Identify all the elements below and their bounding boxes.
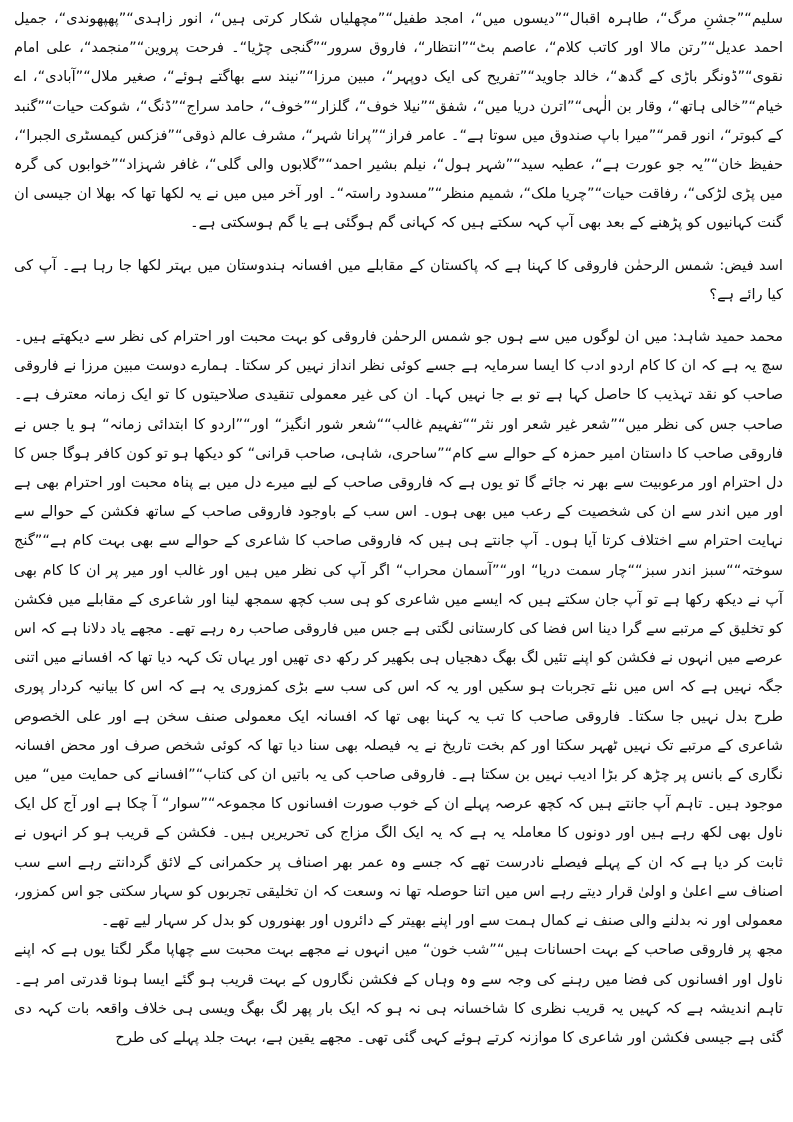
paragraph-text: شمس الرحمٰن فاروقی کا کہنا ہے کہ پاکستان کے مقابلے میں افسانہ ہندوستان میں بہتر لکھا جا رہا ہے۔ آپ کی کیا رائے ہے؟ xyxy=(14,256,783,303)
speaker-label: اسد فیض: xyxy=(719,256,783,274)
paragraph-story-list xyxy=(14,4,783,238)
paragraph-text: مجھ پر فاروقی صاحب کے بہت احسانات ہیں“”شب خون“ میں انہوں نے مجھے بہت محبت سے چھاپا مگر لگتا یوں ہے کہ اپنے ناول اور افسانوں کی فضا میں رہنے کی وجہ سے وہ وہاں کے فکشن نگاروں کے بہت قریب ہو گئے ایسا ہونا قدرتی امر ہے۔ تاہم اندیشہ ہے کہ کہیں یہ قریب نظری کا شاخسانہ ہی نہ ہو کہ ایک بار پھر لگ بھگ ویسی ہی خلاف واقعہ بات کہہ دی گئی ہے جیسی فکشن اور شاعری کا موازنہ کرتے ہوئے کہی گئی تھی۔ مجھے یقین ہے، بہت جلد پہلے کی طرح xyxy=(14,941,783,1046)
speaker-label: محمد حمید شاہد: xyxy=(672,328,783,346)
paragraph-question xyxy=(14,251,783,309)
paragraph-answer xyxy=(14,322,783,935)
paragraph-answer-continued xyxy=(14,935,783,1052)
paragraph-text: میں ان لوگوں میں سے ہوں جو شمس الرحمٰن فاروقی کو بہت محبت اور احترام کی نظر سے دیکھتے ہیں۔ سچ یہ ہے کہ ان کا کام اردو ادب کا ایسا سرمایہ ہے جسے کوئی نظر انداز نہیں کر سکتا۔ ہمارے دوست مبین مرزا نے فاروقی صاحب کو نقد تہذیب کا حاصل کہا ہے تو بے جا نہیں کہا۔ ان کی غیر معمولی تنقیدی صلاحیتوں کا تو ایک زمانہ معترف ہے۔ صاحب جس کی نظر میں“”شعر غیر شعر اور نثر““تفہیم غالب““شعر شور انگیز“ اور“”اردو کا ابتدائی زمانہ“ ہو یا جس نے فاروقی صاحب کا داستان امیر حمزہ کے حوالے سے کام“”ساحری، شاہی، صاحب قرانی“ کو دیکھا ہو تو کون کافر ہوگا جس کا دل احترام اور مرعوبیت سے بھر نہ جائے گا تو یوں ہے کہ فاروقی صاحب کے لیے میرے دل میں بے پناہ محبت اور احترام بھی ہے اور میں اندر سے ان کی شخصیت کے رعب میں بھی ہوں۔ اس سب کے باوجود فاروقی صاحب کے ساتھ فکشن کے حوالے سے نہایت احترام سے اختلاف کرتا آیا ہوں۔ آپ جانتے ہی ہیں کہ فاروقی صاحب کا شاعری کے حوالے سے بھی بہت کام ہے“”گنج سوختہ““سبز اندر سبز““چار سمت دریا“ اور“”آسمان محراب“ اگر آپ کی نظر میں ہیں اور غالب اور میر پر ان کا کام بھی آپ نے دیکھ رکھا ہے تو آپ جان سکتے ہیں کہ ایسے میں شاعری کو ہی سب کچھ سمجھ لینا اور شاعری کے مقابلے میں فکشن کو تخلیق کے مرتبے سے گرا دینا اس فضا کی کارستانی لگتی ہے جس میں فاروقی صاحب رہ رہے تھے۔ مجھے یاد دلانا ہے کہ اس عرصے میں انہوں نے فکشن کو اپنے تئیں لگ بھگ دھجیاں ہی بکھیر کر رکھ دی تھیں اور یہاں تک کہہ دیا تھا کہ افسانے میں اتنی جگہ نہیں ہے کہ اس میں نئے تجربات ہو سکیں اور یہ کہ اس کی سب سے بڑی کمزوری یہ ہے کہ اس کا بیانیہ کردار پوری طرح بدل نہیں جا سکتا۔ فاروقی صاحب کا تب یہ کہنا بھی تھا کہ افسانہ ایک معمولی صنف سخن ہے اور علی الخصوص شاعری کے مرتبے تک نہیں ٹھہر سکتا اور کم بخت تاریخ نے یہ فیصلہ بھی سنا دیا تھا کہ کوئی شخص صرف اور محض افسانہ نگاری کے بانس پر چڑھ کر بڑا ادیب نہیں بن سکتا ہے۔ فاروقی صاحب کی یہ باتیں ان کی کتاب“”افسانے کی حمایت میں“ میں موجود ہیں۔ تاہم آپ جانتے ہیں کہ کچھ عرصہ پہلے ان کے خوب صورت افسانوں کا مجموعہ“”سوار“ آ چکا ہے اور آج کل ایک ناول بھی لکھ رہے ہیں اور دونوں کا معاملہ یہ ہے کہ یہ ایک الگ مزاج کی تحریریں ہیں۔ فکشن کے قریب ہو کر انہوں نے ثابت کر دیا ہے کہ ان کے پہلے فیصلے نادرست تھے کہ جسے وہ عمر بھر اصناف پر حکمرانی کے لائق گردانتے رہے اسے سب اصناف سے اعلیٰ و اولیٰ قرار دیتے رہے اس میں اتنا حوصلہ تھا نہ وسعت کہ ان تخلیقی تجربوں کو سہار سکتی جو اس کمزور، معمولی اور نہ بدلنے والی صنف نے کمال ہمت سے اور اپنے بھیتر کے دائروں اور بھنوروں کو بدل کر سہار لیے تھے۔ xyxy=(14,328,783,930)
paragraph-text: سلیم“”جشنِ مرگ“، طاہرہ اقبال“”دیسوں میں“، امجد طفیل“”مچھلیاں شکار کرتی ہیں“، انور زاہدی“”پھپھوندی“، جمیل احمد عدیل“”رتن مالا اور کاتب کلام“، عاصم بٹ“”انتظار“، فاروق سرور“”گنجی چڑیا“۔ فرحت پروین“”منجمد“، علی امام نقوی“”ڈونگر باڑی کے گدھ“، خالد جاوید“”تفریح کی ایک دوپہر“، مبین مرزا“”نیند سے بھاگتے ہوئے“، صغیر ملال“”آبادی“، اے خیام“”خالی ہاتھ“، وقار بن الٰہی“”اترن دریا میں“، شفق“”نیلا خوف“، گلزار“”خوف“، حامد سراج“”ڈنگ“، شوکت حیات“”گنبد کے کبوتر“، انور قمر“”میرا باپ صندوق میں سوتا ہے“۔ عامر فراز“”پرانا شہر“، مشرف عالم ذوقی“”فزکس کیمسٹری الجبرا“، حفیظ خان“”یہ جو عورت ہے“، عطیہ سید“”شہر ہول“، نیلم بشیر احمد“”گلابوں والی گلی“، غافر شہزاد“”خوابوں کی گرہ میں پڑی لڑکی“، رفاقت حیات“”چریا ملک“، شمیم منظر“”مسدود راستہ“۔ اور آخر میں میں نے یہ لکھا تھا کہ بھلا ان جیسی ان گنت کہانیوں کو پڑھنے کے بعد بھی آپ کہہ سکتے ہیں کہ کہانی گم ہوگئی ہے یا گم ہوسکتی ہے۔ xyxy=(14,10,783,232)
